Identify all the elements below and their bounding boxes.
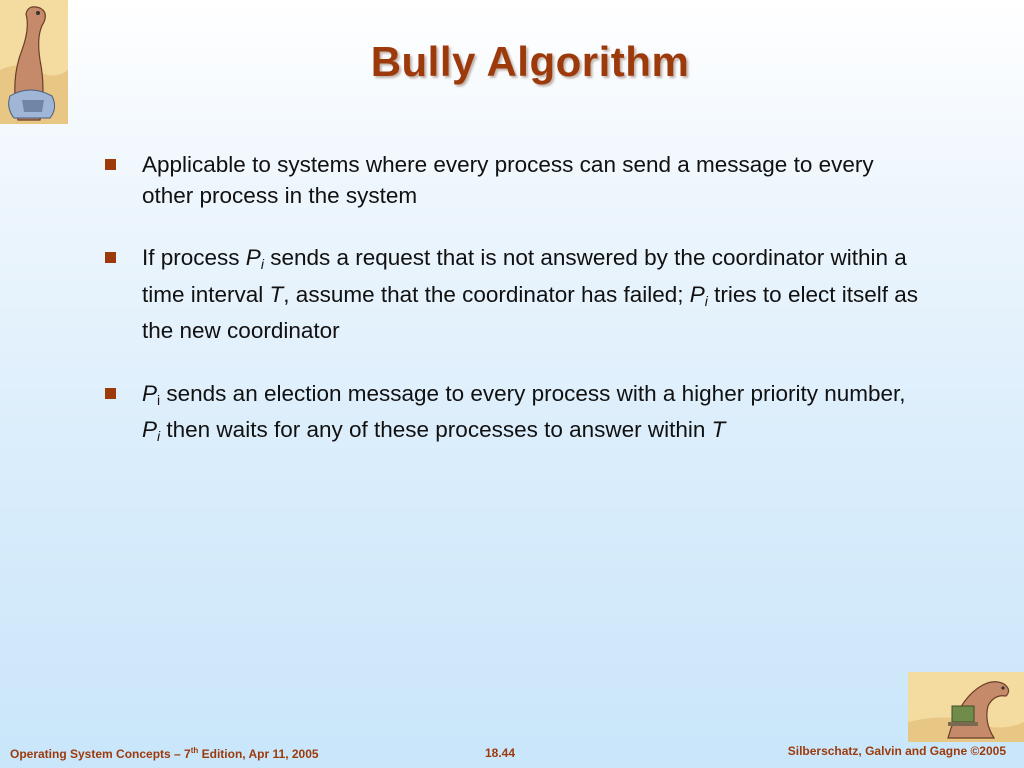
footer-book-title: Operating System Concepts – 7th Edition, Apr 11, 2005 xyxy=(10,746,319,761)
bullet-text: Applicable to systems where every process can send a message to every other process in the system xyxy=(142,152,874,208)
bullet-list xyxy=(105,150,925,484)
bullet-item xyxy=(105,150,925,211)
slide-title: Bully Algorithm xyxy=(370,38,690,85)
footer-copyright: Silberschatz, Galvin and Gagne ©2005 xyxy=(787,744,1006,758)
bullet-item xyxy=(105,379,925,452)
bullet-text: $P_i$ sends an election message to every process with a higher priority number, $P_i$ then waits for any of these processes to answer within T xyxy=(142,380,906,444)
bullet-text: If process $P_i$ sends a request that is not answered by the coordinator within a time interval T, assume that the coordinator has failed; $P_i$ tries to elect itself as the new coordinator xyxy=(142,245,919,343)
dinosaur-logo-bottom-icon xyxy=(908,672,1024,742)
square-bullet-icon xyxy=(105,159,116,170)
square-bullet-icon xyxy=(105,252,116,263)
bullet-item xyxy=(105,243,925,347)
footer-page-number: 18.44 xyxy=(485,746,516,760)
square-bullet-icon xyxy=(105,388,116,399)
